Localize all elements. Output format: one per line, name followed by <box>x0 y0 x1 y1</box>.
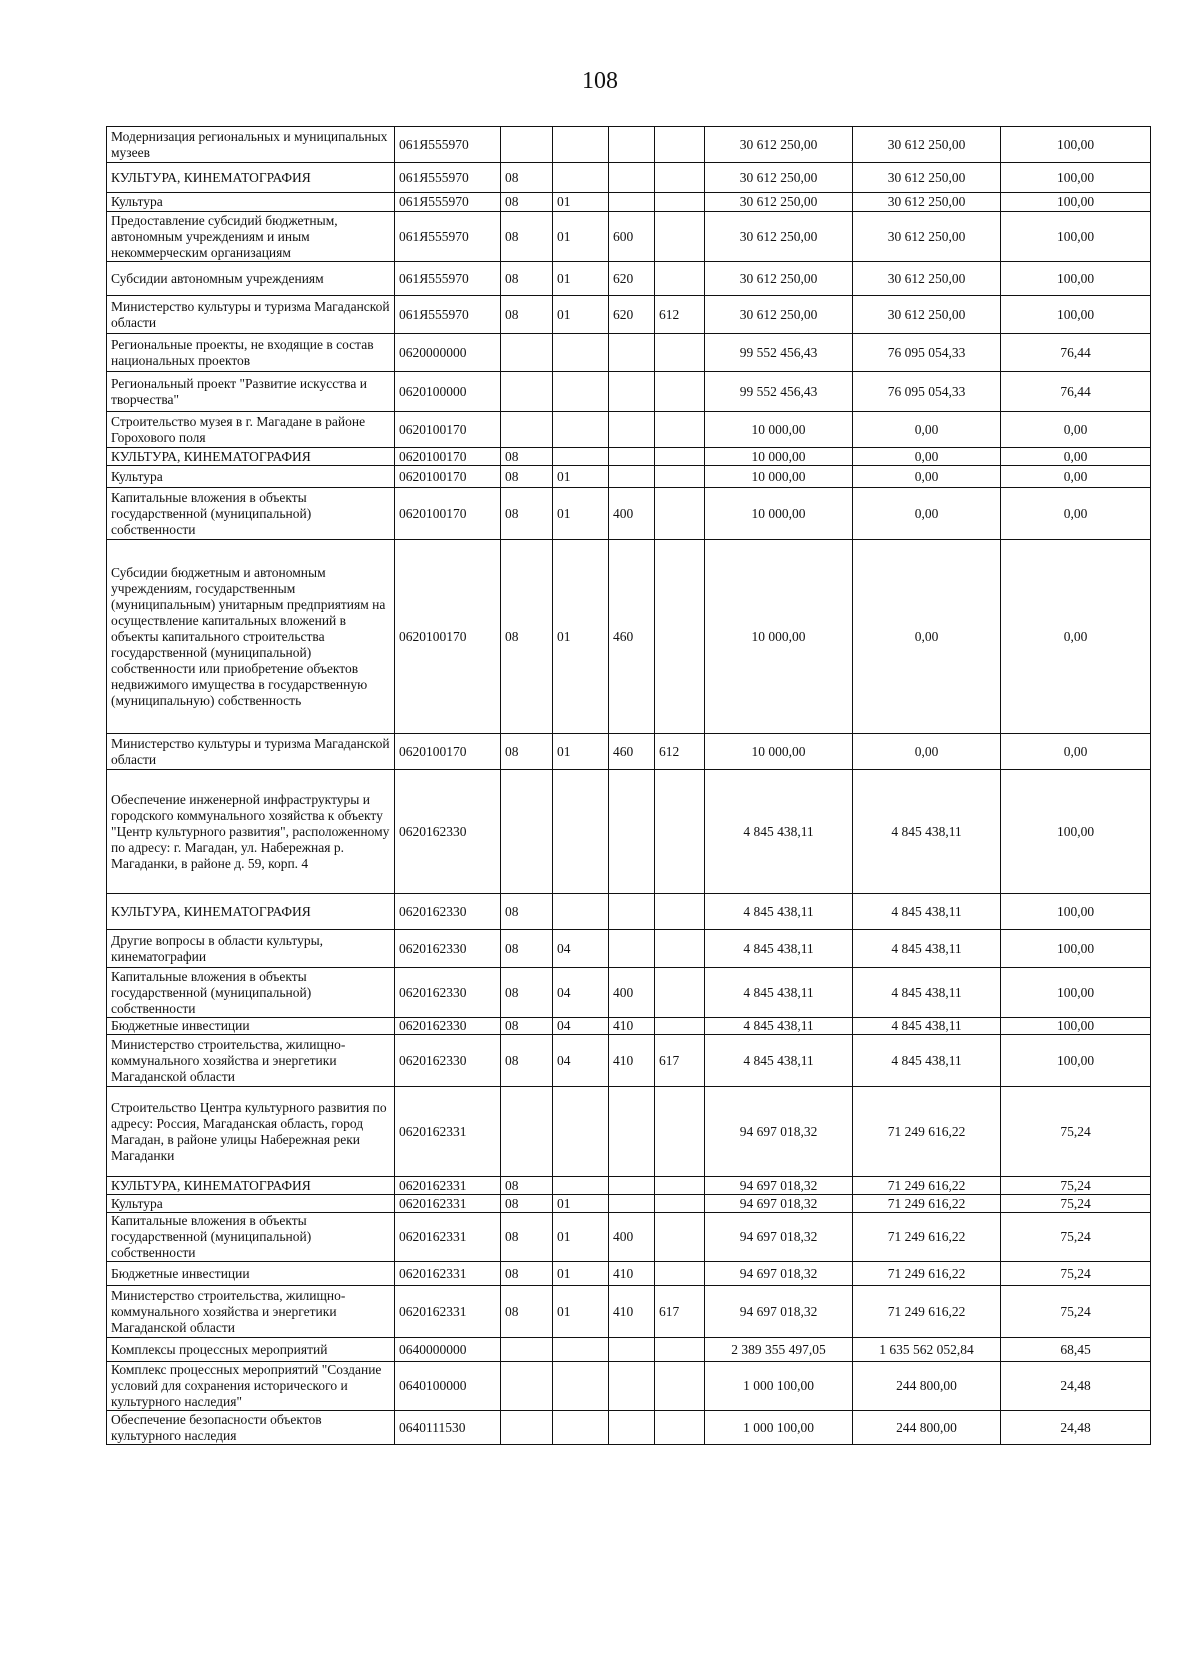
row-name: Комплексы процессных мероприятий <box>107 1338 395 1362</box>
table-row <box>107 1035 1151 1087</box>
row-section: 08 <box>501 1018 553 1035</box>
row-expense-type <box>609 448 655 466</box>
row-fact-amount: 4 845 438,11 <box>853 1018 1001 1035</box>
table-row <box>107 448 1151 466</box>
row-fact-amount: 71 249 616,22 <box>853 1262 1001 1286</box>
row-code: 0620162330 <box>395 770 501 894</box>
row-fact-amount: 71 249 616,22 <box>853 1286 1001 1338</box>
row-percent: 75,24 <box>1001 1177 1151 1195</box>
row-name: Капитальные вложения в объекты государственной (муниципальной) собственности <box>107 968 395 1018</box>
row-code: 0620162331 <box>395 1262 501 1286</box>
row-section: 08 <box>501 1195 553 1213</box>
row-percent: 68,45 <box>1001 1338 1151 1362</box>
row-plan-amount: 4 845 438,11 <box>705 930 853 968</box>
row-percent: 76,44 <box>1001 372 1151 412</box>
row-expense-type <box>609 1177 655 1195</box>
row-subsection: 04 <box>553 1035 609 1087</box>
row-admin-code <box>655 466 705 488</box>
row-fact-amount: 76 095 054,33 <box>853 372 1001 412</box>
row-subsection: 01 <box>553 488 609 540</box>
row-code: 0620100170 <box>395 412 501 448</box>
row-fact-amount: 0,00 <box>853 466 1001 488</box>
table-row <box>107 968 1151 1018</box>
row-name: Министерство культуры и туризма Магаданской области <box>107 296 395 334</box>
row-expense-type <box>609 894 655 930</box>
row-fact-amount: 30 612 250,00 <box>853 296 1001 334</box>
row-expense-type: 400 <box>609 1213 655 1262</box>
row-plan-amount: 30 612 250,00 <box>705 262 853 296</box>
row-expense-type <box>609 1195 655 1213</box>
row-fact-amount: 71 249 616,22 <box>853 1195 1001 1213</box>
row-plan-amount: 94 697 018,32 <box>705 1177 853 1195</box>
row-section: 08 <box>501 540 553 734</box>
row-name: КУЛЬТУРА, КИНЕМАТОГРАФИЯ <box>107 163 395 193</box>
row-subsection: 01 <box>553 296 609 334</box>
row-expense-type <box>609 334 655 372</box>
row-plan-amount: 10 000,00 <box>705 448 853 466</box>
row-name: Субсидии автономным учреждениям <box>107 262 395 296</box>
row-admin-code <box>655 262 705 296</box>
row-subsection: 01 <box>553 212 609 262</box>
row-name: КУЛЬТУРА, КИНЕМАТОГРАФИЯ <box>107 894 395 930</box>
row-fact-amount: 4 845 438,11 <box>853 894 1001 930</box>
row-section: 08 <box>501 163 553 193</box>
row-subsection: 01 <box>553 1262 609 1286</box>
row-subsection: 01 <box>553 540 609 734</box>
row-name: Культура <box>107 1195 395 1213</box>
row-admin-code: 612 <box>655 734 705 770</box>
row-fact-amount: 30 612 250,00 <box>853 193 1001 212</box>
row-name: КУЛЬТУРА, КИНЕМАТОГРАФИЯ <box>107 448 395 466</box>
row-expense-type: 460 <box>609 734 655 770</box>
row-percent: 100,00 <box>1001 1035 1151 1087</box>
row-section: 08 <box>501 1286 553 1338</box>
row-expense-type <box>609 163 655 193</box>
row-subsection <box>553 1338 609 1362</box>
row-code: 0620000000 <box>395 334 501 372</box>
row-subsection <box>553 163 609 193</box>
row-plan-amount: 10 000,00 <box>705 412 853 448</box>
row-expense-type: 620 <box>609 262 655 296</box>
row-section: 08 <box>501 1262 553 1286</box>
row-name: Обеспечение инженерной инфраструктуры и городского коммунального хозяйства к объекту "Центр культурного развития", расположенному по адресу: г. Магадан, ул. Набережная р. Магаданки, в районе д. 59, корп. 4 <box>107 770 395 894</box>
row-section <box>501 1362 553 1411</box>
row-fact-amount: 30 612 250,00 <box>853 262 1001 296</box>
row-fact-amount: 244 800,00 <box>853 1362 1001 1411</box>
row-expense-type <box>609 127 655 163</box>
row-percent: 0,00 <box>1001 466 1151 488</box>
row-admin-code <box>655 448 705 466</box>
table-row <box>107 1338 1151 1362</box>
row-plan-amount: 1 000 100,00 <box>705 1362 853 1411</box>
row-admin-code <box>655 1195 705 1213</box>
row-subsection: 01 <box>553 262 609 296</box>
row-subsection: 04 <box>553 1018 609 1035</box>
row-percent: 100,00 <box>1001 127 1151 163</box>
table-row <box>107 1362 1151 1411</box>
row-admin-code <box>655 1362 705 1411</box>
row-subsection <box>553 770 609 894</box>
row-name: Капитальные вложения в объекты государственной (муниципальной) собственности <box>107 488 395 540</box>
row-admin-code <box>655 1018 705 1035</box>
row-fact-amount: 30 612 250,00 <box>853 163 1001 193</box>
row-subsection: 01 <box>553 734 609 770</box>
row-code: 0620162330 <box>395 968 501 1018</box>
row-percent: 0,00 <box>1001 734 1151 770</box>
row-subsection <box>553 127 609 163</box>
row-subsection: 04 <box>553 930 609 968</box>
table-row <box>107 212 1151 262</box>
row-plan-amount: 30 612 250,00 <box>705 193 853 212</box>
row-expense-type <box>609 466 655 488</box>
row-code: 061Я555970 <box>395 127 501 163</box>
row-code: 061Я555970 <box>395 193 501 212</box>
row-admin-code <box>655 372 705 412</box>
row-percent: 100,00 <box>1001 193 1151 212</box>
row-fact-amount: 71 249 616,22 <box>853 1087 1001 1177</box>
row-admin-code <box>655 770 705 894</box>
row-code: 0620162331 <box>395 1286 501 1338</box>
row-admin-code <box>655 540 705 734</box>
row-admin-code <box>655 212 705 262</box>
row-subsection <box>553 1087 609 1177</box>
row-percent: 75,24 <box>1001 1262 1151 1286</box>
row-expense-type: 410 <box>609 1018 655 1035</box>
row-expense-type <box>609 1087 655 1177</box>
row-code: 0640111530 <box>395 1411 501 1445</box>
row-plan-amount: 94 697 018,32 <box>705 1195 853 1213</box>
row-expense-type: 460 <box>609 540 655 734</box>
row-percent: 100,00 <box>1001 262 1151 296</box>
row-code: 0620162330 <box>395 930 501 968</box>
row-expense-type: 400 <box>609 968 655 1018</box>
row-plan-amount: 99 552 456,43 <box>705 372 853 412</box>
row-name: Субсидии бюджетным и автономным учреждениям, государственным (муниципальным) унитарным предприятиям на осуществление капитальных вложений в объекты капитального строительства государственной (муниципальной) собственности или приобретение объектов недвижимого имущества в государственную (муниципальную) собственность <box>107 540 395 734</box>
row-name: Региональный проект "Развитие искусства и творчества" <box>107 372 395 412</box>
row-fact-amount: 0,00 <box>853 540 1001 734</box>
row-expense-type: 410 <box>609 1286 655 1338</box>
page-number: 108 <box>582 68 618 94</box>
row-section: 08 <box>501 488 553 540</box>
row-admin-code <box>655 1213 705 1262</box>
row-name: Модернизация региональных и муниципальных музеев <box>107 127 395 163</box>
row-plan-amount: 4 845 438,11 <box>705 1035 853 1087</box>
row-code: 0620162331 <box>395 1195 501 1213</box>
row-section: 08 <box>501 466 553 488</box>
row-name: Обеспечение безопасности объектов культурного наследия <box>107 1411 395 1445</box>
row-admin-code <box>655 412 705 448</box>
table-row <box>107 412 1151 448</box>
row-fact-amount: 4 845 438,11 <box>853 770 1001 894</box>
row-code: 0620162331 <box>395 1177 501 1195</box>
row-plan-amount: 4 845 438,11 <box>705 770 853 894</box>
row-subsection <box>553 1362 609 1411</box>
row-percent: 0,00 <box>1001 488 1151 540</box>
row-name: Другие вопросы в области культуры, кинематографии <box>107 930 395 968</box>
row-expense-type <box>609 372 655 412</box>
row-section <box>501 372 553 412</box>
row-plan-amount: 94 697 018,32 <box>705 1087 853 1177</box>
row-name: Бюджетные инвестиции <box>107 1018 395 1035</box>
row-code: 0640000000 <box>395 1338 501 1362</box>
table-row <box>107 930 1151 968</box>
row-plan-amount: 99 552 456,43 <box>705 334 853 372</box>
row-plan-amount: 94 697 018,32 <box>705 1213 853 1262</box>
table-row <box>107 488 1151 540</box>
table-row <box>107 1213 1151 1262</box>
table-row <box>107 770 1151 894</box>
row-admin-code <box>655 334 705 372</box>
row-admin-code <box>655 1338 705 1362</box>
row-section: 08 <box>501 296 553 334</box>
row-plan-amount: 4 845 438,11 <box>705 968 853 1018</box>
row-plan-amount: 94 697 018,32 <box>705 1262 853 1286</box>
row-code: 061Я555970 <box>395 262 501 296</box>
row-expense-type: 620 <box>609 296 655 334</box>
row-plan-amount: 94 697 018,32 <box>705 1286 853 1338</box>
row-code: 0620100170 <box>395 734 501 770</box>
row-name: Предоставление субсидий бюджетным, автономным учреждениям и иным некоммерческим организациям <box>107 212 395 262</box>
row-name: Бюджетные инвестиции <box>107 1262 395 1286</box>
row-plan-amount: 30 612 250,00 <box>705 127 853 163</box>
row-percent: 0,00 <box>1001 540 1151 734</box>
row-subsection: 01 <box>553 193 609 212</box>
row-name: Культура <box>107 466 395 488</box>
table-row <box>107 1177 1151 1195</box>
row-expense-type <box>609 1362 655 1411</box>
table-row <box>107 296 1151 334</box>
row-section: 08 <box>501 448 553 466</box>
row-percent: 24,48 <box>1001 1362 1151 1411</box>
row-percent: 100,00 <box>1001 894 1151 930</box>
row-subsection <box>553 448 609 466</box>
row-section: 08 <box>501 1177 553 1195</box>
row-subsection <box>553 372 609 412</box>
row-plan-amount: 4 845 438,11 <box>705 894 853 930</box>
row-plan-amount: 30 612 250,00 <box>705 212 853 262</box>
row-admin-code <box>655 163 705 193</box>
row-percent: 100,00 <box>1001 770 1151 894</box>
row-section: 08 <box>501 1213 553 1262</box>
row-expense-type: 410 <box>609 1262 655 1286</box>
row-admin-code: 612 <box>655 296 705 334</box>
row-admin-code: 617 <box>655 1035 705 1087</box>
row-code: 0620100170 <box>395 466 501 488</box>
row-fact-amount: 0,00 <box>853 412 1001 448</box>
row-plan-amount: 30 612 250,00 <box>705 163 853 193</box>
table-row <box>107 262 1151 296</box>
row-percent: 75,24 <box>1001 1195 1151 1213</box>
row-code: 0620162330 <box>395 894 501 930</box>
row-plan-amount: 2 389 355 497,05 <box>705 1338 853 1362</box>
row-fact-amount: 71 249 616,22 <box>853 1213 1001 1262</box>
row-subsection: 01 <box>553 466 609 488</box>
table-row <box>107 163 1151 193</box>
row-percent: 100,00 <box>1001 163 1151 193</box>
row-section <box>501 334 553 372</box>
table-row <box>107 1262 1151 1286</box>
table-row <box>107 540 1151 734</box>
row-name: Министерство строительства, жилищно-коммунального хозяйства и энергетики Магаданской области <box>107 1286 395 1338</box>
row-percent: 75,24 <box>1001 1087 1151 1177</box>
row-plan-amount: 10 000,00 <box>705 466 853 488</box>
row-expense-type: 410 <box>609 1035 655 1087</box>
row-code: 0620100000 <box>395 372 501 412</box>
row-name: Министерство строительства, жилищно-коммунального хозяйства и энергетики Магаданской области <box>107 1035 395 1087</box>
table-row <box>107 193 1151 212</box>
row-percent: 24,48 <box>1001 1411 1151 1445</box>
row-section <box>501 770 553 894</box>
row-code: 061Я555970 <box>395 296 501 334</box>
row-fact-amount: 4 845 438,11 <box>853 968 1001 1018</box>
row-fact-amount: 0,00 <box>853 448 1001 466</box>
row-expense-type <box>609 770 655 894</box>
row-section <box>501 1411 553 1445</box>
row-code: 0620100170 <box>395 540 501 734</box>
row-admin-code <box>655 1411 705 1445</box>
row-admin-code <box>655 127 705 163</box>
row-percent: 100,00 <box>1001 930 1151 968</box>
row-plan-amount: 4 845 438,11 <box>705 1018 853 1035</box>
row-percent: 76,44 <box>1001 334 1151 372</box>
row-admin-code <box>655 930 705 968</box>
row-section: 08 <box>501 193 553 212</box>
row-section <box>501 127 553 163</box>
budget-table <box>106 126 1151 1445</box>
row-admin-code <box>655 193 705 212</box>
row-admin-code <box>655 488 705 540</box>
row-admin-code <box>655 968 705 1018</box>
table-row <box>107 734 1151 770</box>
row-name: Региональные проекты, не входящие в состав национальных проектов <box>107 334 395 372</box>
row-section <box>501 412 553 448</box>
row-code: 061Я555970 <box>395 163 501 193</box>
row-name: Капитальные вложения в объекты государственной (муниципальной) собственности <box>107 1213 395 1262</box>
row-section <box>501 1338 553 1362</box>
row-section: 08 <box>501 734 553 770</box>
table-row <box>107 466 1151 488</box>
row-section: 08 <box>501 930 553 968</box>
row-admin-code <box>655 894 705 930</box>
row-fact-amount: 0,00 <box>853 734 1001 770</box>
table-row <box>107 1018 1151 1035</box>
row-name: КУЛЬТУРА, КИНЕМАТОГРАФИЯ <box>107 1177 395 1195</box>
row-expense-type <box>609 412 655 448</box>
table-row <box>107 372 1151 412</box>
row-plan-amount: 1 000 100,00 <box>705 1411 853 1445</box>
row-subsection: 01 <box>553 1195 609 1213</box>
row-fact-amount: 76 095 054,33 <box>853 334 1001 372</box>
row-subsection <box>553 334 609 372</box>
row-percent: 100,00 <box>1001 1018 1151 1035</box>
row-subsection <box>553 894 609 930</box>
row-fact-amount: 30 612 250,00 <box>853 212 1001 262</box>
row-name: Министерство культуры и туризма Магаданской области <box>107 734 395 770</box>
row-admin-code <box>655 1087 705 1177</box>
table-row <box>107 334 1151 372</box>
table-row <box>107 1195 1151 1213</box>
row-section <box>501 1087 553 1177</box>
row-percent: 0,00 <box>1001 448 1151 466</box>
row-percent: 100,00 <box>1001 212 1151 262</box>
row-plan-amount: 30 612 250,00 <box>705 296 853 334</box>
row-expense-type: 600 <box>609 212 655 262</box>
row-percent: 100,00 <box>1001 296 1151 334</box>
row-name: Комплекс процессных мероприятий "Создание условий для сохранения исторического и культурного наследия" <box>107 1362 395 1411</box>
row-plan-amount: 10 000,00 <box>705 488 853 540</box>
row-admin-code <box>655 1177 705 1195</box>
row-code: 061Я555970 <box>395 212 501 262</box>
row-percent: 0,00 <box>1001 412 1151 448</box>
table-row <box>107 1411 1151 1445</box>
row-percent: 75,24 <box>1001 1286 1151 1338</box>
table-row <box>107 1286 1151 1338</box>
row-subsection <box>553 1177 609 1195</box>
row-section: 08 <box>501 1035 553 1087</box>
row-percent: 100,00 <box>1001 968 1151 1018</box>
row-fact-amount: 71 249 616,22 <box>853 1177 1001 1195</box>
row-code: 0620162331 <box>395 1213 501 1262</box>
row-admin-code <box>655 1262 705 1286</box>
row-code: 0620100170 <box>395 488 501 540</box>
row-fact-amount: 4 845 438,11 <box>853 1035 1001 1087</box>
row-fact-amount: 30 612 250,00 <box>853 127 1001 163</box>
row-fact-amount: 1 635 562 052,84 <box>853 1338 1001 1362</box>
row-expense-type <box>609 1411 655 1445</box>
row-expense-type <box>609 930 655 968</box>
row-code: 0620162330 <box>395 1035 501 1087</box>
row-section: 08 <box>501 212 553 262</box>
row-subsection: 01 <box>553 1286 609 1338</box>
row-name: Строительство музея в г. Магадане в районе Горохового поля <box>107 412 395 448</box>
row-code: 0620162330 <box>395 1018 501 1035</box>
row-expense-type <box>609 193 655 212</box>
row-fact-amount: 0,00 <box>853 488 1001 540</box>
row-fact-amount: 244 800,00 <box>853 1411 1001 1445</box>
row-admin-code: 617 <box>655 1286 705 1338</box>
row-code: 0620162331 <box>395 1087 501 1177</box>
row-name: Культура <box>107 193 395 212</box>
row-plan-amount: 10 000,00 <box>705 540 853 734</box>
row-subsection <box>553 1411 609 1445</box>
row-plan-amount: 10 000,00 <box>705 734 853 770</box>
row-section: 08 <box>501 894 553 930</box>
row-expense-type <box>609 1338 655 1362</box>
row-percent: 75,24 <box>1001 1213 1151 1262</box>
row-fact-amount: 4 845 438,11 <box>853 930 1001 968</box>
table-row <box>107 127 1151 163</box>
row-name: Строительство Центра культурного развития по адресу: Россия, Магаданская область, город Магадан, в районе улицы Набережная реки Магаданки <box>107 1087 395 1177</box>
row-subsection: 04 <box>553 968 609 1018</box>
row-expense-type: 400 <box>609 488 655 540</box>
row-subsection <box>553 412 609 448</box>
row-section: 08 <box>501 968 553 1018</box>
table-row <box>107 894 1151 930</box>
row-code: 0620100170 <box>395 448 501 466</box>
row-subsection: 01 <box>553 1213 609 1262</box>
row-section: 08 <box>501 262 553 296</box>
table-row <box>107 1087 1151 1177</box>
row-code: 0640100000 <box>395 1362 501 1411</box>
